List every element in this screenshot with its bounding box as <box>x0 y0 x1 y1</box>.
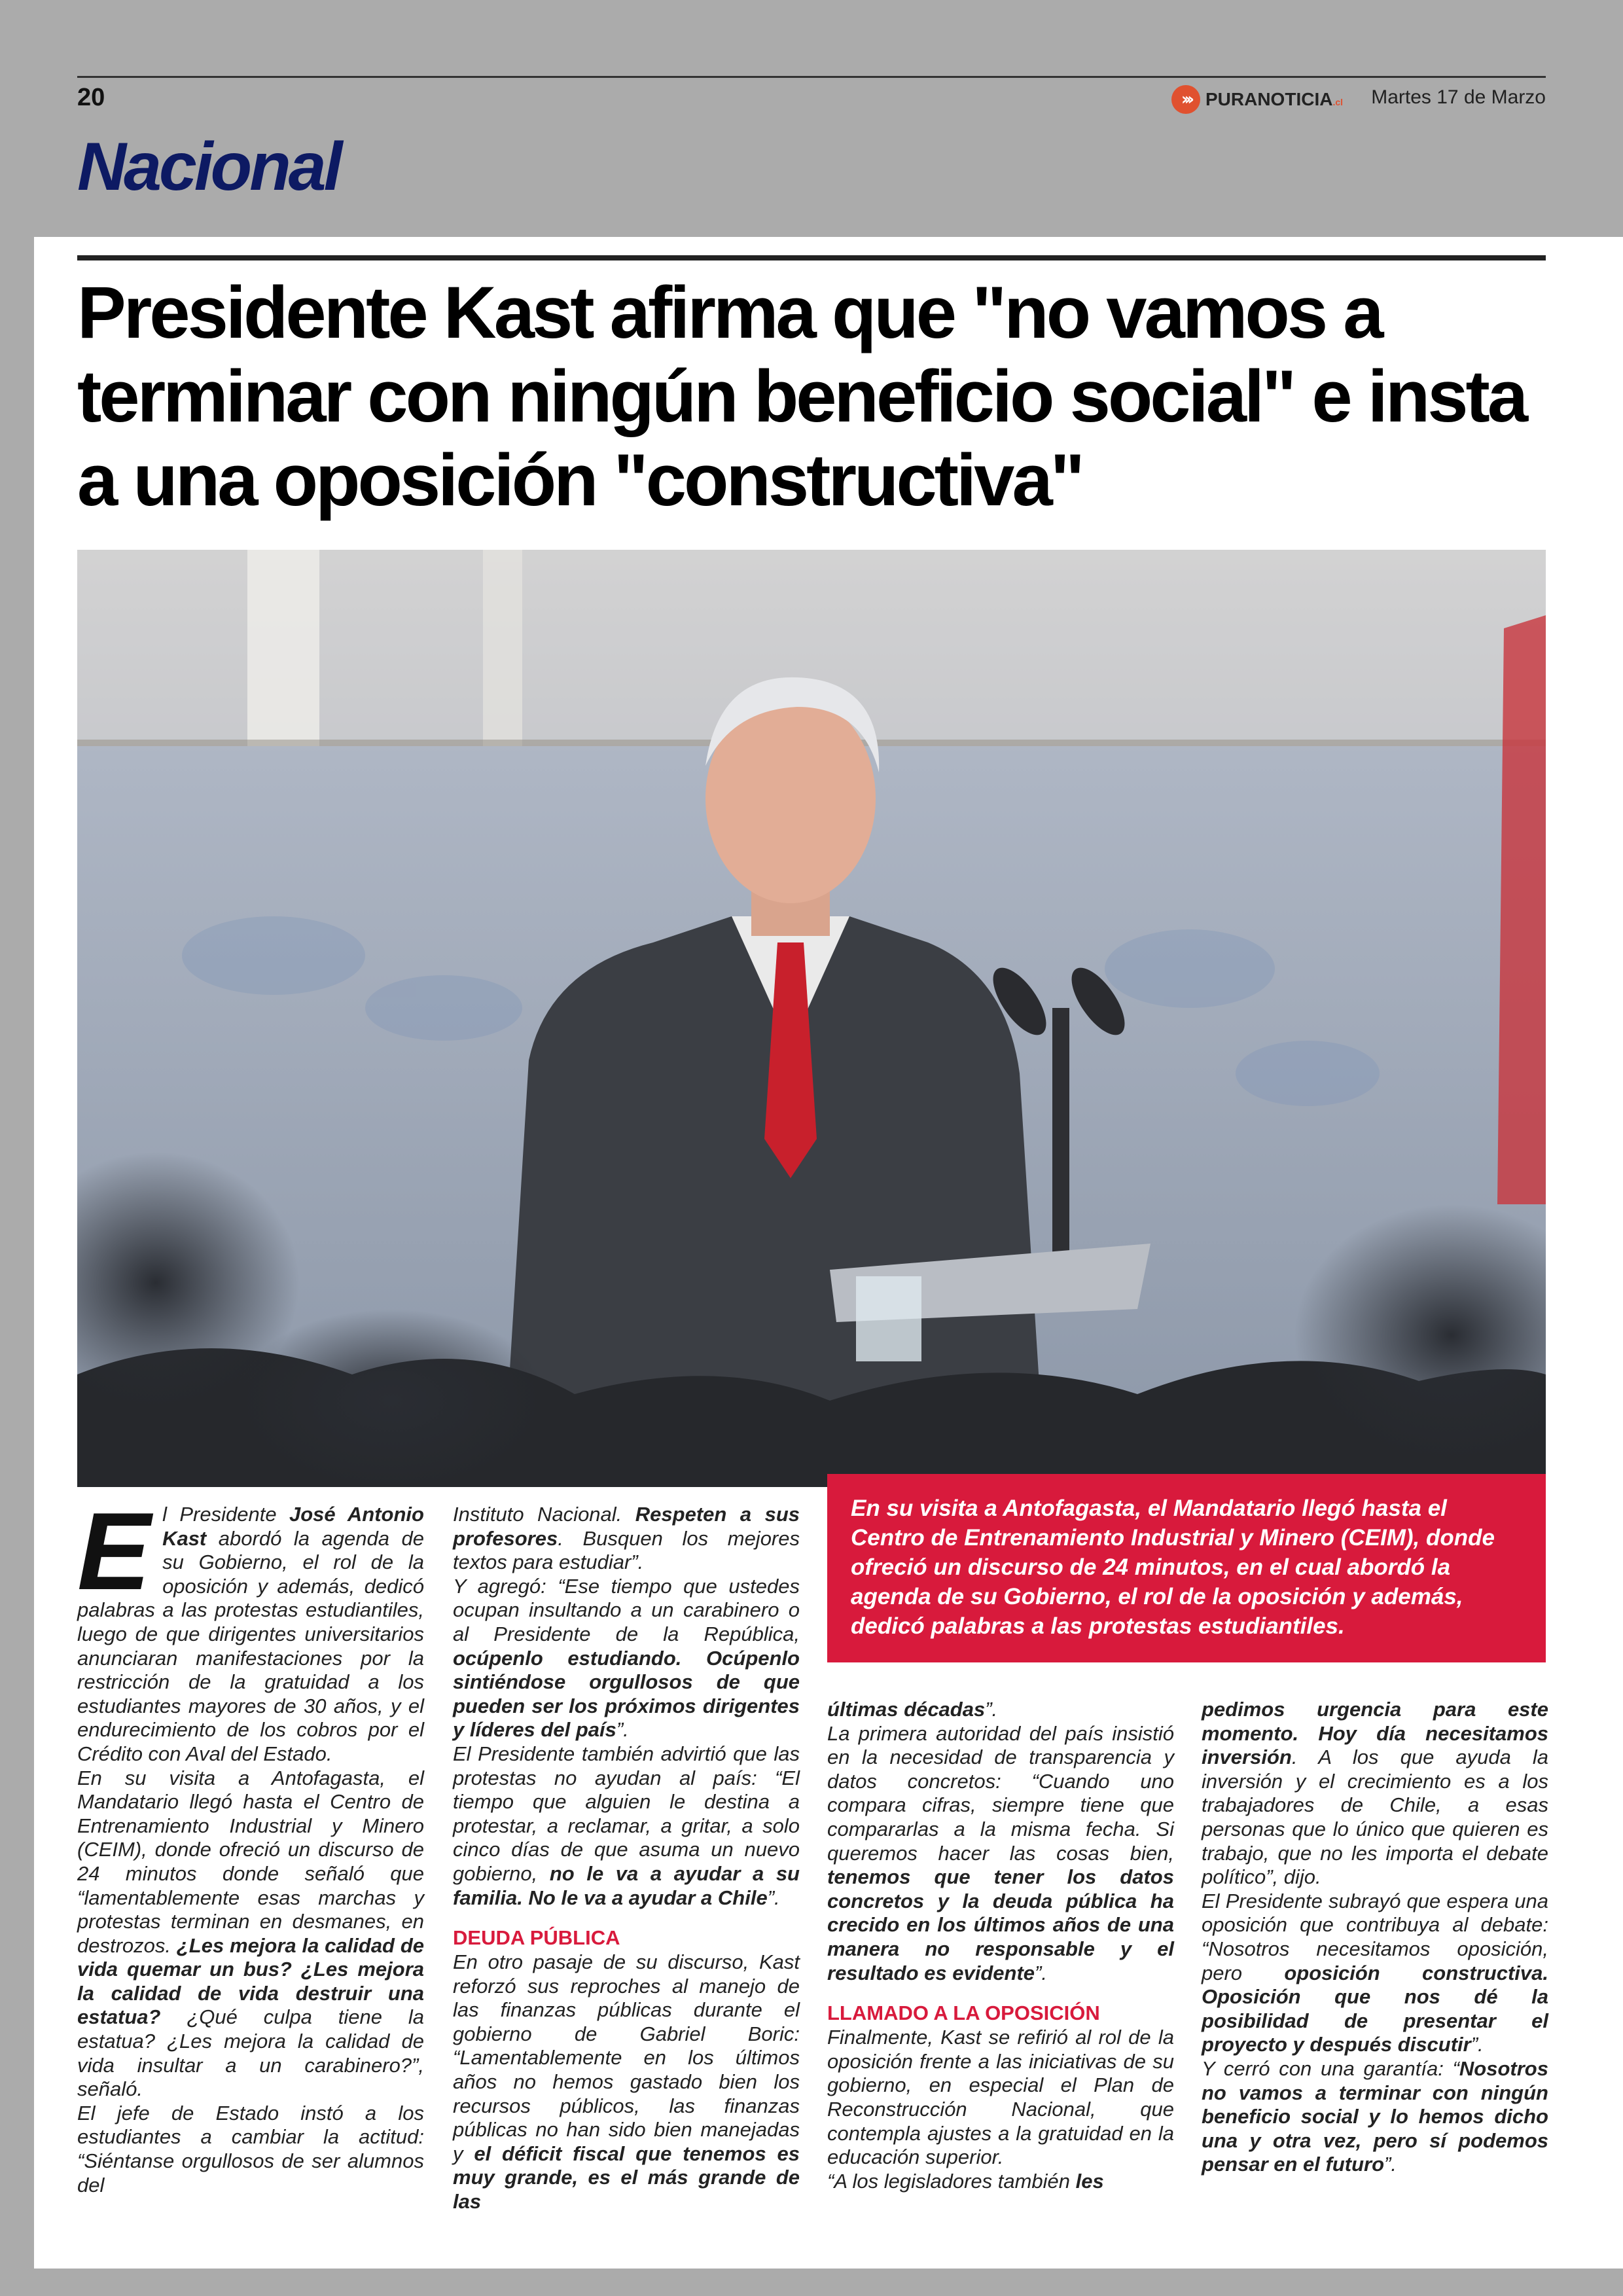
page-date: Martes 17 de Marzo <box>1371 86 1546 108</box>
paragraph <box>1202 1698 1548 1890</box>
paragraph <box>1202 2057 1548 2177</box>
article-sheet <box>34 237 1623 2269</box>
text-run: Instituto Nacional. <box>453 1503 635 1526</box>
text-run: “A los legisladores también <box>827 2169 1076 2193</box>
paragraph <box>827 2026 1174 2170</box>
drop-cap: E <box>77 1490 151 1613</box>
bold-run: Respeten a sus profesores <box>453 1503 800 1550</box>
speaker-photo-illustration <box>77 550 1546 1487</box>
paragraph <box>453 1503 800 1575</box>
text-run: En su visita a Antofagasta, el Mandatario llegó hasta el Centro de Entrenamiento Industrial y Minero (CEIM), donde ofreció un discurso de 24 minutos donde señaló que “lamentablemente esas marchas y protestas terminan en desmanes, en destrozos. <box>77 1766 424 1957</box>
paragraph <box>827 2170 1174 2194</box>
brand-suffix: .cl <box>1332 97 1344 107</box>
page-number: 20 <box>77 84 105 111</box>
bold-run: ocúpenlo estudiando. Ocúpenlo sintiéndose orgullosos de que pueden ser los próximos dirigentes y líderes del país <box>453 1646 800 1742</box>
text-run: Y agregó: “Ese tiempo que ustedes ocupan insultando a un carabinero o al Presidente de la República, <box>453 1574 800 1645</box>
section-title: Nacional <box>77 129 340 205</box>
bold-run: el déficit fiscal que tenemos es muy grande, es el más grande de las <box>453 2142 800 2214</box>
text-run: . Busquen los mejores textos para estudiar”. <box>453 1526 800 1574</box>
text-run: ”. <box>1471 2033 1484 2056</box>
paragraph <box>1202 1890 1548 2057</box>
text-run: abordó la agenda de su Gobierno, el rol de la oposición y además, dedicó palabras a las protestas estudiantiles, luego de que dirigentes universitarios anunciaran manifestaciones por la restricción de la gratuidad a los estudiantes mayores de 30 años, y el endurecimiento de los cobros por el Crédito con Aval del Estado. <box>77 1526 424 1765</box>
subheading-llamado-oposicion: LLAMADO A LA OPOSICIÓN <box>827 2001 1100 2025</box>
bold-run: últimas décadas <box>827 1698 986 1721</box>
brand-name: PURANOTICIA <box>1205 89 1333 109</box>
paragraph <box>77 2102 424 2197</box>
brand-logo <box>1171 85 1343 114</box>
text-run: ”. <box>1035 1961 1047 1984</box>
highlight-callout: En su visita a Antofagasta, el Mandatario llegó hasta el Centro de Entrenamiento Industrial y Minero (CEIM), donde ofreció un discurso de 24 minutos, en el cual abordó la agenda de su Gobierno, el rol de la oposición y además, dedicó palabras a las protestas estudiantiles. <box>827 1474 1546 1662</box>
bold-run: les <box>1075 2169 1104 2193</box>
article-column-1 <box>77 1490 424 2197</box>
text-run: ”. <box>1384 2153 1397 2176</box>
paragraph <box>827 1698 1174 1722</box>
text-run: ”. <box>985 1698 998 1721</box>
text-run: El Presidente también advirtió que las protestas no ayudan al país: “El tiempo que alguien le destina a protestar, a reclamar, a gritar, a solo cinco días de que asuma un nuevo gobierno, <box>453 1742 800 1885</box>
paragraph <box>453 1575 800 1742</box>
headline-rule <box>77 255 1546 260</box>
paragraph <box>77 1767 424 2102</box>
text-run: ¿Qué culpa tiene la estatua? ¿Les mejora la calidad de vida insultar a un carabinero?”, señaló. <box>77 2005 424 2101</box>
text-run: La primera autoridad del país insistió en la necesidad de transparencia y datos concretos: “Cuando uno compara cifras, siempre tiene que compararlas a la misma fecha. Si queremos hacer las cosas bien, <box>827 1721 1174 1865</box>
text-run: Y cerró con una garantía: “ <box>1202 2056 1459 2080</box>
top-rule <box>77 76 1546 78</box>
text-run: ”. <box>616 1718 629 1742</box>
paragraph <box>453 1950 800 2214</box>
article-headline: Presidente Kast afirma que "no vamos a terminar con ningún beneficio social" e insta a una oposición "constructiva" <box>77 272 1526 521</box>
text-run: l Presidente <box>162 1503 289 1526</box>
subheading-deuda-publica: DEUDA PÚBLICA <box>453 1926 620 1950</box>
paragraph <box>453 1742 800 1910</box>
bold-run: José Antonio Kast <box>162 1503 424 1550</box>
bold-run: no le va a ayudar a su familia. No le va a ayudar a Chile <box>453 1861 800 1909</box>
text-run: . A los que ayuda la inversión y el crecimiento es a los trabajadores de Chile, a esas personas que lo único que quieren es trabajo, que no les importa el debate político”, dijo. <box>1202 1746 1548 1889</box>
article-column-4 <box>1202 1698 1548 2177</box>
text-run: El Presidente subrayó que espera una oposición que contribuya al debate: “Nosotros necesitamos oposición, pero <box>1202 1889 1548 1984</box>
paragraph <box>77 1490 424 1767</box>
text-run: Finalmente, Kast se refirió al rol de la oposición frente a las iniciativas de su gobierno, en especial el Plan de Reconstrucción Nacional, que contempla ajustes a la gratuidad en la educación superior. <box>827 2026 1174 2169</box>
bold-run: pedimos urgencia para este momento. Hoy día necesitamos inversión <box>1202 1698 1548 1769</box>
text-run: En otro pasaje de su discurso, Kast reforzó sus reproches al manejo de las finanzas públicas durante el gobierno de Gabriel Boric: “Lamentablemente en los últimos años no hemos gastado bien los recursos públicos, las finanzas públicas no han sido bien manejadas y <box>453 1950 800 2165</box>
article-photo <box>77 550 1546 1487</box>
bold-run: Nosotros no vamos a terminar con ningún beneficio social y lo hemos dicho una y otra vez, pero sí podemos pensar en el futuro <box>1202 2056 1548 2176</box>
article-column-3 <box>827 1698 1174 2193</box>
bold-run: oposición constructiva. Oposición que nos dé la posibilidad de presentar el proyecto y después discutir <box>1202 1961 1548 2056</box>
paragraph <box>827 1722 1174 1986</box>
play-arrows-icon: ››› <box>1171 85 1200 114</box>
text-run: ”. <box>767 1886 780 1909</box>
article-column-2 <box>453 1503 800 2214</box>
bold-run: ¿Les mejora la calidad de vida quemar un bus? ¿Les mejora la calidad de vida destruir una estatua? <box>77 1933 424 2029</box>
bold-run: tenemos que tener los datos concretos y la deuda pública ha crecido en los últimos años de una manera no responsable y el resultado es evidente <box>827 1865 1174 1984</box>
text-run: El jefe de Estado instó a los estudiantes a cambiar la actitud: “Siéntanse orgullosos de ser alumnos del <box>77 2101 424 2197</box>
